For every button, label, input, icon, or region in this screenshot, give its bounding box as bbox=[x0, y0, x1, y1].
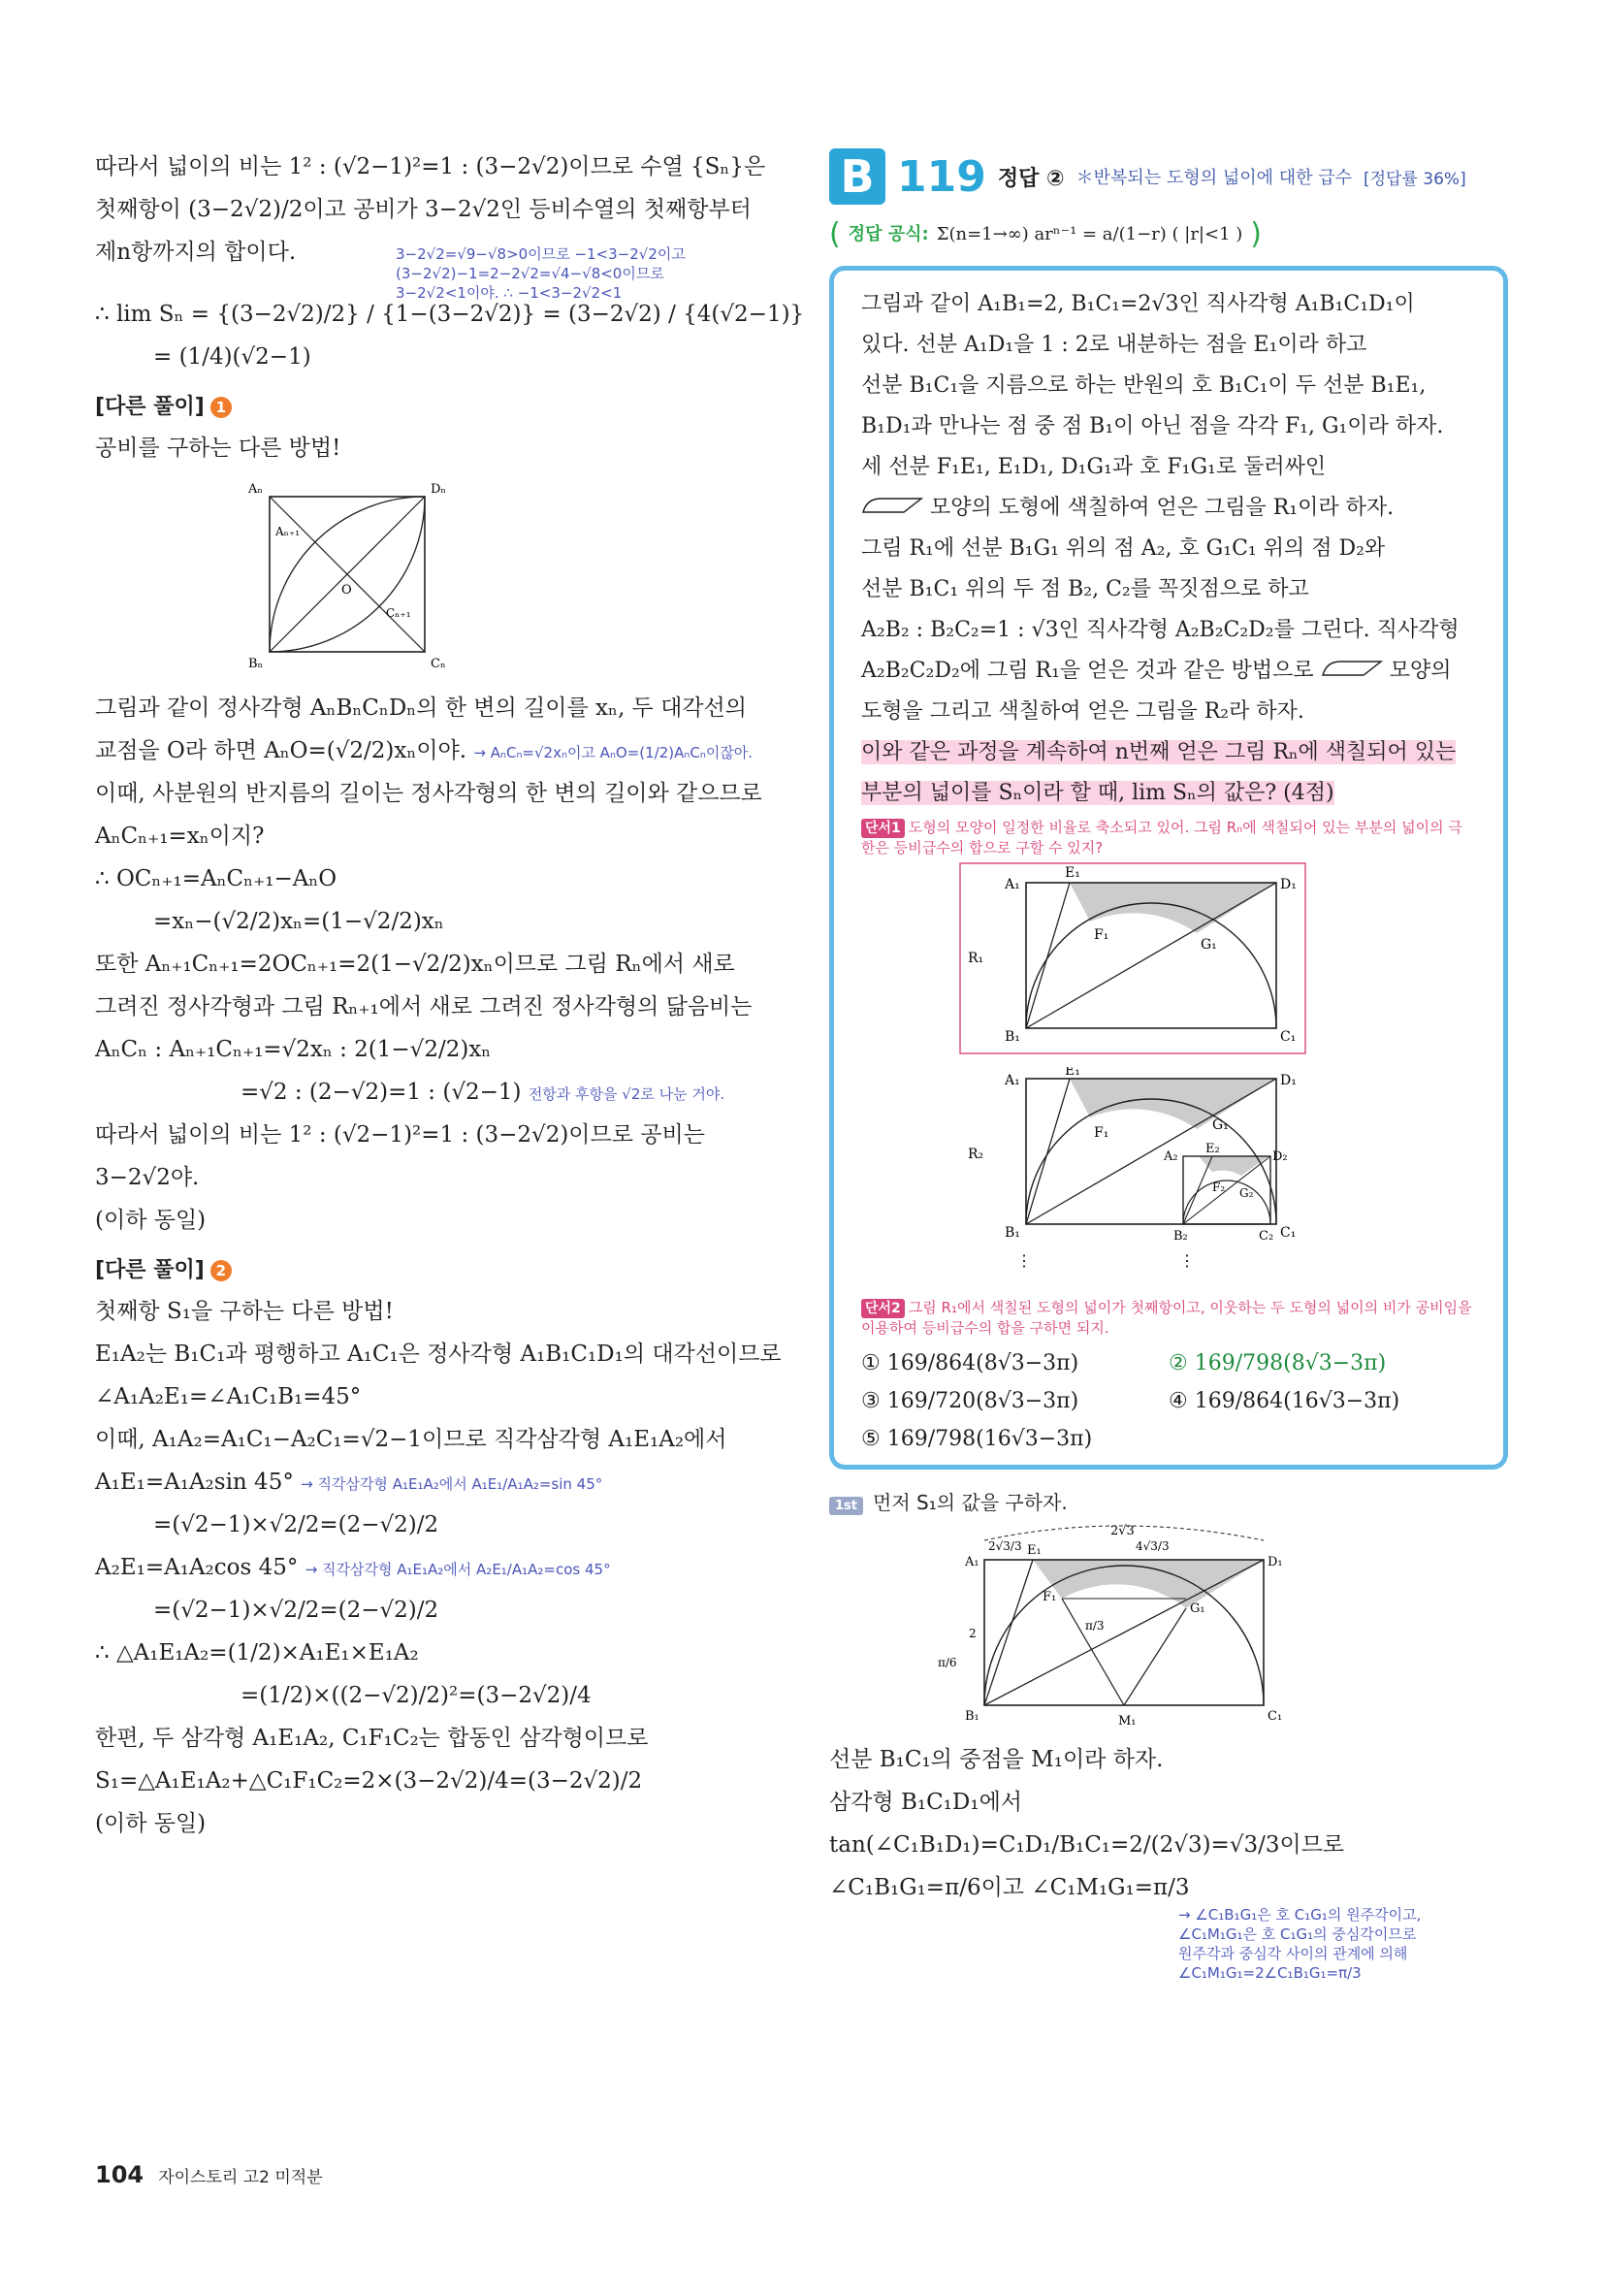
choice-1[interactable]: ① 169/864(8√3−3π) bbox=[861, 1351, 1079, 1375]
limit-line: ∴ lim Sₙ = {(3−2√2)/2} / {1−(3−2√2)} = (3−2√2) / {4(√2−1)} bbox=[95, 302, 805, 327]
label-C: Cₙ bbox=[431, 657, 446, 671]
text-line: =(√2−1)×√2/2=(2−√2)/2 bbox=[153, 1512, 439, 1537]
text-line: ∠A₁A₂E₁=∠A₁C₁B₁=45° bbox=[95, 1384, 362, 1409]
problem-line: 선분 B₁C₁을 지름으로 하는 반원의 호 B₁C₁이 두 선분 B₁E₁, bbox=[861, 373, 1427, 398]
svg-text:B₁: B₁ bbox=[965, 1709, 979, 1724]
svg-text:E₁: E₁ bbox=[1027, 1543, 1042, 1558]
svg-text:F₁: F₁ bbox=[1043, 1590, 1057, 1604]
figure-R1 bbox=[958, 861, 1476, 1059]
svg-text:F₁: F₁ bbox=[1094, 1125, 1109, 1141]
svg-text:A₁: A₁ bbox=[1005, 1073, 1020, 1088]
shape-icon bbox=[1321, 658, 1383, 677]
key-formula: ( 정답 공식: Σ(n=1→∞) arⁿ⁻¹ = a/(1−r) ( |r|<1 ) ) bbox=[829, 217, 1262, 251]
svg-text:C₂: C₂ bbox=[1259, 1229, 1274, 1244]
figure-R2 bbox=[958, 1067, 1476, 1294]
problem-line: A₂B₂C₂D₂에 그림 R₁을 얻은 것과 같은 방법으로 모양의 bbox=[861, 659, 1452, 683]
svg-text:R₂: R₂ bbox=[968, 1147, 984, 1162]
solution-line: 삼각형 B₁C₁D₁에서 bbox=[829, 1790, 1023, 1815]
svg-text:G₁: G₁ bbox=[1212, 1117, 1229, 1133]
problem-number: 119 bbox=[897, 151, 986, 202]
problem-line: A₂B₂ : B₂C₂=1 : √3인 직사각형 A₂B₂C₂D₂를 그린다. 직사각형 bbox=[861, 618, 1460, 642]
text-line: 교점을 O라 하면 AₙO=(√2/2)xₙ이야. → AₙCₙ=√2xₙ이고 AₙO=(1/2)AₙCₙ이잖아. bbox=[95, 738, 754, 763]
choice-5[interactable]: ⑤ 169/798(16√3−3π) bbox=[861, 1427, 1093, 1451]
text-line: (이하 동일) bbox=[95, 1811, 207, 1836]
svg-text:⋮: ⋮ bbox=[1016, 1251, 1032, 1270]
text-line: 이때, A₁A₂=A₁C₁−A₂C₁=√2−1이므로 직각삼각형 A₁E₁A₂에서 bbox=[95, 1427, 727, 1452]
problem-line: 도형을 그리고 색칠하여 얻은 그림을 R₂라 하자. bbox=[861, 699, 1304, 724]
text-line: A₂E₁=A₁A₂cos 45° → 직각삼각형 A₁E₁A₂에서 A₂E₁/A₁A₂=cos 45° bbox=[95, 1555, 611, 1580]
svg-text:2: 2 bbox=[969, 1627, 977, 1640]
svg-text:G₁: G₁ bbox=[1201, 937, 1217, 953]
solution-line: 선분 B₁C₁의 중점을 M₁이라 하자. bbox=[829, 1747, 1164, 1772]
svg-text:π/3: π/3 bbox=[1085, 1619, 1105, 1633]
svg-text:C₁: C₁ bbox=[1268, 1709, 1283, 1724]
margin-note: → AₙCₙ=√2xₙ이고 AₙO=(1/2)AₙCₙ이잖아. bbox=[473, 744, 754, 761]
text-line: =√2 : (2−√2)=1 : (√2−1) 전항과 후항을 √2로 나눈 거야. bbox=[241, 1080, 725, 1105]
text-line: 한편, 두 삼각형 A₁E₁A₂, C₁F₁C₂는 합동인 삼각형이므로 bbox=[95, 1726, 649, 1751]
first-step: 1st 먼저 S₁의 값을 구하자. bbox=[829, 1487, 1508, 1515]
hint-2: 단서2 그림 R₁에서 색칠된 도형의 넓이가 첫째항이고, 이웃하는 두 도형의 넓이의 비가 공비임을 이용하여 등비급수의 합을 구하면 되지. bbox=[861, 1299, 1472, 1337]
svg-text:4√3/3: 4√3/3 bbox=[1136, 1539, 1170, 1553]
page-number: 104 bbox=[95, 2161, 144, 2188]
margin-note: 전항과 후항을 √2로 나눈 거야. bbox=[528, 1085, 725, 1103]
svg-text:E₁: E₁ bbox=[1065, 1067, 1080, 1079]
svg-text:M₁: M₁ bbox=[1118, 1714, 1137, 1729]
problem-line: B₁D₁과 만나는 점 중 점 B₁이 아닌 점을 각각 F₁, G₁이라 하자. bbox=[861, 414, 1444, 438]
svg-text:π/6: π/6 bbox=[938, 1656, 957, 1669]
limit-result: = (1/4)(√2−1) bbox=[153, 344, 311, 370]
left-column bbox=[95, 146, 805, 1845]
svg-text:C₁: C₁ bbox=[1280, 1029, 1297, 1045]
text-line: 이때, 사분원의 반지름의 길이는 정사각형의 한 변의 길이와 같으므로 bbox=[95, 781, 762, 806]
svg-text:R₁: R₁ bbox=[968, 951, 984, 966]
svg-text:D₁: D₁ bbox=[1280, 877, 1297, 892]
margin-note: → ∠C₁B₁G₁은 호 C₁G₁의 원주각이고, ∠C₁M₁G₁은 호 C₁G₁의 중심각이므로 원주각과 중심각 사이의 관계에 의해 ∠C₁M₁G₁=2∠C₁B₁G₁=π/3 bbox=[1178, 1906, 1422, 1982]
number-badge: 2 bbox=[210, 1260, 232, 1281]
text-line: 3−2√2야. bbox=[95, 1165, 200, 1190]
text-line: 또한 Aₙ₊₁Cₙ₊₁=2OCₙ₊₁=2(1−√2/2)xₙ이므로 그림 Rₙ에서 새로 bbox=[95, 952, 735, 977]
svg-text:B₂: B₂ bbox=[1173, 1229, 1188, 1244]
svg-text:2√3: 2√3 bbox=[1110, 1524, 1135, 1538]
problem-line: 세 선분 F₁E₁, E₁D₁, D₁G₁과 호 F₁G₁로 둘러싸인 bbox=[861, 455, 1327, 479]
text-line: 그림과 같이 정사각형 AₙBₙCₙDₙ의 한 변의 길이를 xₙ, 두 대각선의 bbox=[95, 695, 747, 721]
choice-4[interactable]: ④ 169/864(16√3−3π) bbox=[1169, 1389, 1400, 1413]
answer-choices bbox=[861, 1351, 1476, 1451]
right-column bbox=[829, 146, 1508, 1983]
figure-S1 bbox=[926, 1521, 1508, 1738]
label-B: Bₙ bbox=[248, 657, 264, 671]
svg-text:A₂: A₂ bbox=[1164, 1149, 1178, 1164]
problem-line: 그림 R₁에 선분 B₁G₁ 위의 점 A₂, 호 G₁C₁ 위의 점 D₂와 bbox=[861, 536, 1386, 561]
label-A1: Aₙ₊₁ bbox=[275, 525, 301, 538]
correct-rate: [정답률 36%] bbox=[1363, 169, 1466, 189]
svg-text:E₁: E₁ bbox=[1065, 865, 1080, 881]
text-line: S₁=△A₁E₁A₂+△C₁F₁C₂=2×(3−2√2)/4=(3−2√2)/2 bbox=[95, 1768, 643, 1794]
svg-text:B₁: B₁ bbox=[1005, 1029, 1020, 1045]
svg-text:D₁: D₁ bbox=[1268, 1555, 1283, 1569]
margin-note: → 직각삼각형 A₁E₁A₂에서 A₂E₁/A₁A₂=cos 45° bbox=[305, 1561, 611, 1578]
text-line: E₁A₂는 B₁C₁과 평행하고 A₁C₁은 정사각형 A₁B₁C₁D₁의 대각선이므로 bbox=[95, 1342, 782, 1367]
problem-line: 이와 같은 과정을 계속하여 n번째 얻은 그림 Rₙ에 색칠되어 있는 bbox=[861, 740, 1457, 764]
text-line: AₙCₙ₊₁=xₙ이지? bbox=[95, 824, 265, 849]
text-line: AₙCₙ : Aₙ₊₁Cₙ₊₁=√2xₙ : 2(1−√2/2)xₙ bbox=[95, 1037, 492, 1062]
svg-text:B₁: B₁ bbox=[1005, 1225, 1020, 1241]
alt-solution-heading: [다른 풀이] 2 bbox=[95, 1251, 774, 1290]
text-line: 따라서 넓이의 비는 1² : (√2−1)²=1 : (3−2√2)이므로 공비는 bbox=[95, 1122, 705, 1148]
label-O: O bbox=[341, 583, 352, 598]
text-line: 첫째항이 (3−2√2)/2이고 공비가 3−2√2인 등비수열의 첫째항부터 bbox=[95, 197, 752, 222]
problem-line: 있다. 선분 A₁D₁을 1 : 2로 내분하는 점을 E₁이라 하고 bbox=[861, 333, 1367, 357]
solution-line: ∠C₁B₁G₁=π/6이고 ∠C₁M₁G₁=π/3 bbox=[829, 1875, 1190, 1900]
svg-text:G₂: G₂ bbox=[1239, 1186, 1254, 1200]
problem-header bbox=[829, 146, 1508, 208]
text-line: 따라서 넓이의 비는 1² : (√2−1)²=1 : (3−2√2)이므로 수열 {Sₙ}은 bbox=[95, 154, 766, 179]
text-line: 그려진 정사각형과 그림 Rₙ₊₁에서 새로 그려진 정사각형의 닮음비는 bbox=[95, 994, 753, 1019]
svg-text:G₁: G₁ bbox=[1190, 1601, 1205, 1616]
text-line: ∴ OCₙ₊₁=AₙCₙ₊₁−AₙO bbox=[95, 866, 337, 891]
hint-1: 단서1 도형의 모양이 일정한 비율로 축소되고 있어. 그림 Rₙ에 색칠되어 있는 부분의 넓이의 극한은 등비급수의 합으로 구할 수 있지? bbox=[861, 819, 1462, 857]
text-line: 공비를 구하는 다른 방법! bbox=[95, 436, 341, 461]
svg-text:D₁: D₁ bbox=[1280, 1073, 1297, 1088]
choice-3[interactable]: ③ 169/720(8√3−3π) bbox=[861, 1389, 1079, 1413]
svg-text:D₂: D₂ bbox=[1272, 1149, 1288, 1164]
alt-solution-heading: [다른 풀이] 1 bbox=[95, 388, 774, 427]
book-title: 자이스토리 고2 미적분 bbox=[158, 2168, 323, 2187]
text-line: =(1/2)×((2−√2)/2)²=(3−2√2)/4 bbox=[241, 1683, 592, 1708]
svg-text:A₁: A₁ bbox=[965, 1555, 979, 1569]
margin-note: 3−2√2=√9−√8>0이므로 −1<3−2√2이고 (3−2√2)−1=2−2√2=√4−√8<0이므로 3−2√2<1이야. ∴ −1<3−2√2<1 bbox=[396, 245, 686, 302]
label-D: Dₙ bbox=[431, 482, 447, 497]
svg-text:F₂: F₂ bbox=[1212, 1180, 1226, 1194]
solution-line: tan(∠C₁B₁D₁)=C₁D₁/B₁C₁=2/(2√3)=√3/3이므로 bbox=[829, 1832, 1345, 1858]
problem-line: 선분 B₁C₁ 위의 두 점 B₂, C₂를 꼭짓점으로 하고 bbox=[861, 577, 1309, 601]
text-line: =xₙ−(√2/2)xₙ=(1−√2/2)xₙ bbox=[153, 909, 444, 934]
svg-text:A₁: A₁ bbox=[1005, 877, 1020, 892]
label-C1: Cₙ₊₁ bbox=[386, 606, 411, 620]
topic-label: ＊반복되는 도형의 넓이에 대한 급수 bbox=[1075, 168, 1352, 188]
text-line: 제n항까지의 합이다. bbox=[95, 240, 297, 265]
svg-text:⋮: ⋮ bbox=[1179, 1251, 1195, 1270]
margin-note: → 직각삼각형 A₁E₁A₂에서 A₁E₁/A₁A₂=sin 45° bbox=[301, 1475, 603, 1493]
level-badge: B bbox=[829, 148, 885, 205]
text-line: =(√2−1)×√2/2=(2−√2)/2 bbox=[153, 1598, 439, 1623]
number-badge: 1 bbox=[210, 397, 232, 418]
svg-text:F₁: F₁ bbox=[1094, 927, 1109, 943]
svg-text:2√3/3: 2√3/3 bbox=[988, 1539, 1022, 1553]
problem-line: 그림과 같이 A₁B₁=2, B₁C₁=2√3인 직사각형 A₁B₁C₁D₁이 bbox=[861, 292, 1415, 316]
problem-box bbox=[829, 266, 1508, 1470]
square-figure bbox=[241, 477, 774, 675]
label-A: Aₙ bbox=[248, 482, 264, 497]
problem-line: 모양의 도형에 색칠하여 얻은 그림을 R₁이라 하자. bbox=[861, 488, 1476, 529]
answer-label: 정답 ② bbox=[997, 166, 1065, 191]
problem-line: 부분의 넓이를 Sₙ이라 할 때, lim Sₙ의 값은? (4점) bbox=[861, 781, 1334, 805]
text-line: (이하 동일) bbox=[95, 1208, 207, 1233]
shape-icon bbox=[861, 495, 923, 514]
page-footer bbox=[95, 2161, 323, 2188]
svg-text:C₁: C₁ bbox=[1280, 1225, 1297, 1241]
svg-text:E₂: E₂ bbox=[1205, 1142, 1220, 1156]
choice-2[interactable]: ② 169/798(8√3−3π) bbox=[1169, 1351, 1387, 1375]
text-line: A₁E₁=A₁A₂sin 45° → 직각삼각형 A₁E₁A₂에서 A₁E₁/A₁A₂=sin 45° bbox=[95, 1470, 603, 1495]
text-line: ∴ △A₁E₁A₂=(1/2)×A₁E₁×E₁A₂ bbox=[95, 1640, 419, 1665]
text-line: 첫째항 S₁을 구하는 다른 방법! bbox=[95, 1299, 394, 1324]
